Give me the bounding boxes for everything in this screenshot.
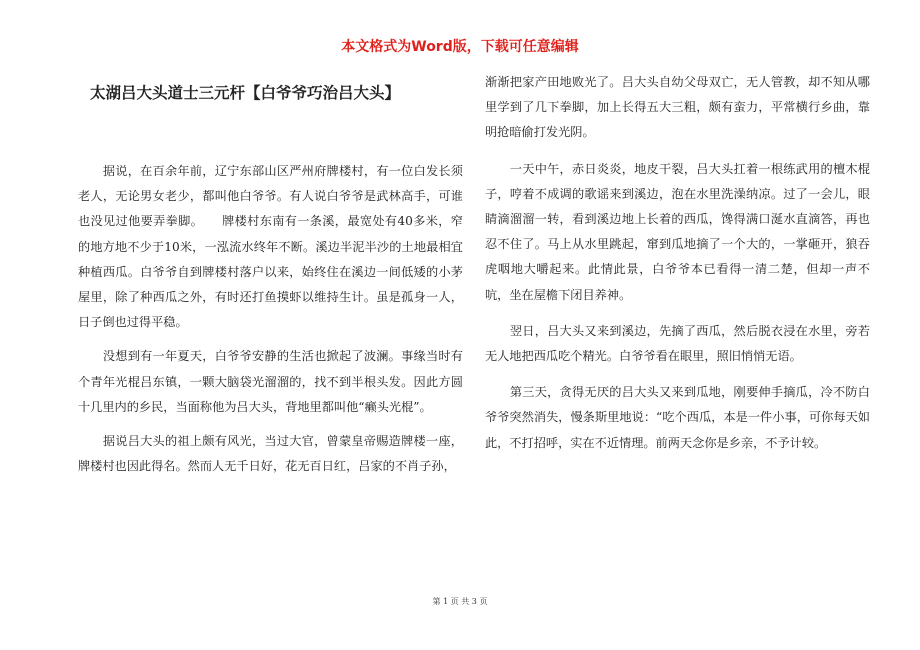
paragraph: 翌日，吕大头又来到溪边，先摘了西瓜，然后脱衣浸在水里，旁若无人地把西瓜吃个精光。白爷爷看在眼里，照旧悄悄无语。 bbox=[485, 323, 870, 364]
page-number: 第 1 页 共 3 页 bbox=[432, 597, 488, 606]
paragraph: 没想到有一年夏天，白爷爷安静的生活也掀起了波澜。事缘当时有个青年光棍吕东镇，一颗大脑袋光溜溜的，找不到半根头发。因此方圆十几里内的乡民，当面称他为吕大头，背地里都叫他“癞头光棍”。 bbox=[78, 349, 463, 414]
right-column bbox=[485, 70, 870, 467]
article-title: 太湖吕大头道士三元杆【白爷爷巧治吕大头】 bbox=[90, 84, 401, 102]
paragraph: 第三天，贪得无厌的吕大头又来到瓜地，刚要伸手摘瓜，冷不防白爷爷突然消失，慢条斯里地说：“吃个西瓜，本是一件小事，可你每天如此，不打招呼，实在不近情理。前两天念你是乡亲，不予计较。 bbox=[485, 385, 870, 450]
paragraph: 据说，在百余年前，辽宁东部山区严州府牌楼村，有一位白发长须老人，无论男女老少，都叫他白爷爷。有人说白爷爷是武林高手，可谁也没见过他要弄拳脚。 牌楼村东南有一条溪，最宽处有40多米，窄的地方地不少于10米，一泓流水终年不断。溪边半泥半沙的土地最相宜种植西瓜。白爷爷自到牌楼村落户以来，始终住在溪边一间低矮的小茅屋里，除了种西瓜之外，有时还打鱼摸虾以维持生计。虽是孤身一人，日子倒也过得平稳。 bbox=[78, 164, 463, 330]
paragraph: 渐渐把家产田地败光了。吕大头自幼父母双亡，无人管教，却不知从哪里学到了几下拳脚，加上长得五大三粗，颇有蛮力，平常横行乡曲，靠明抢暗偷打发光阴。 bbox=[485, 75, 870, 140]
left-column bbox=[78, 70, 463, 488]
paragraph: 据说吕大头的祖上颇有风光，当过大官，曾蒙皇帝赐造牌楼一座，牌楼村也因此得名。然而人无千日好，花无百日红，吕家的不肖子孙， bbox=[78, 434, 463, 474]
document-banner: 本文格式为Word版，下载可任意编辑 bbox=[341, 39, 579, 55]
paragraph: 一天中午，赤日炎炎，地皮干裂，吕大头扛着一根练武用的檀木棍子，哼着不成调的歌谣来到溪边，泡在水里洗澡纳凉。过了一会儿，眼睛滴溜溜一转，看到溪边地上长着的西瓜，馋得满口涎水直滴答，再也忍不住了。马上从水里跳起，窜到瓜地摘了一个大的，一掌砸开，狼吞虎咽地大嚼起来。此情此景，白爷爷本已看得一清二楚，但却一声不吭，坐在屋檐下闭目养神。 bbox=[485, 161, 870, 302]
